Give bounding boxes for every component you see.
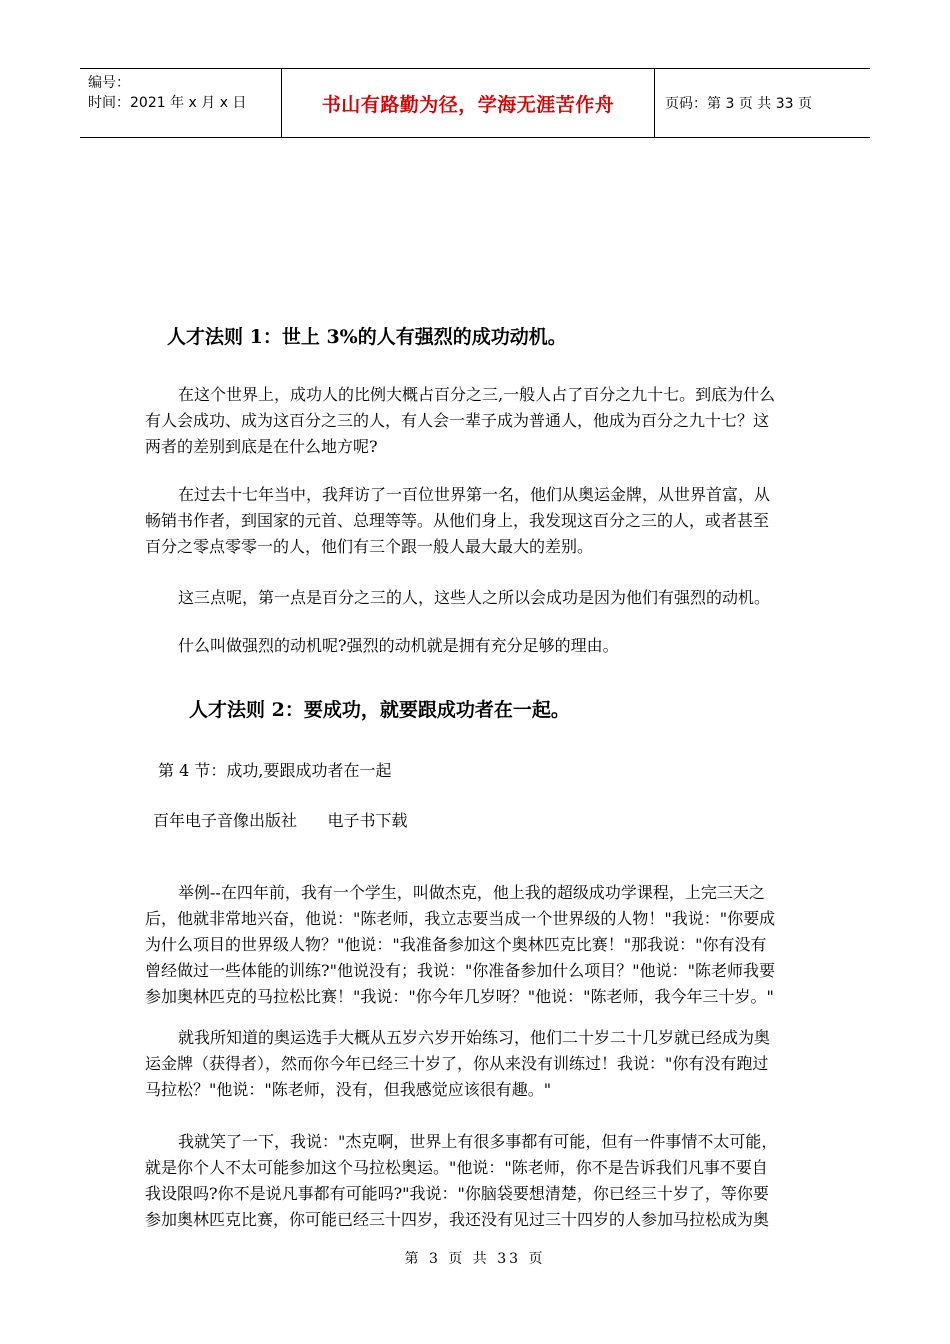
paragraph-line: 两者的差别到底是在什么地方呢? — [145, 437, 378, 456]
publisher-line: 百年电子音像出版社 电子书下载 — [153, 811, 408, 830]
paragraph-2 — [145, 482, 810, 560]
paragraph-7 — [145, 1129, 810, 1233]
paragraph-line: 在过去十七年当中，我拜访了一百位世界第一名，他们从奥运金牌，从世界首富，从 — [178, 485, 771, 504]
paragraph-line: 有人会成功、成为这百分之三的人，有人会一辈子成为普通人，他成为百分之九十七？这 — [145, 411, 770, 430]
page-footer: 第 3 页 共 33 页 — [404, 1251, 546, 1267]
paragraph-line: 为什么项目的世界级人物？"他说："我准备参加这个奥林匹克比赛！"那我说："你有没有 — [145, 935, 767, 954]
paragraph-line: 在这个世界上，成功人的比例大概占百分之三,一般人占了百分之九十七。到底为什么 — [178, 385, 776, 404]
paragraph-line: 后，他就非常地兴奋，他说："陈老师，我立志要当成一个世界级的人物！"我说："你要成 — [145, 909, 776, 928]
section-line: 第 4 节：成功,要跟成功者在一起 — [158, 761, 392, 780]
paragraph-line: 我就笑了一下，我说："杰克啊，世界上有很多事都有可能，但有一件事情不太可能， — [178, 1132, 778, 1151]
paragraph-5 — [145, 880, 810, 1010]
number-label: 编号： — [88, 75, 130, 91]
paragraph-line: 运金牌（获得者），然而你今年已经三十岁了，你从来没有训练过！我说："你有没有跑过 — [145, 1054, 769, 1073]
paragraph-line: 曾经做过一些体能的训练?"他说没有；我说："你准备参加什么项目？"他说："陈老师我要 — [145, 961, 776, 980]
paragraph-line: 畅销书作者，到国家的元首、总理等等。从他们身上，我发现这百分之三的人，或者甚至 — [145, 511, 770, 530]
header-page-info: 页码：第 3 页 共 33 页 — [665, 96, 812, 112]
paragraph-4: 什么叫做强烈的动机呢?强烈的动机就是拥有充分足够的理由。 — [178, 636, 619, 655]
paragraph-line: 我设限吗?你不是说凡事都有可能吗?"我说："你脑袋要想清楚，你已经三十岁了，等你要 — [145, 1184, 769, 1203]
paragraph-line: 就我所知道的奥运选手大概从五岁六岁开始练习，他们二十岁二十几岁就已经成为奥 — [178, 1028, 771, 1047]
paragraph-line: 就是你个人不太可能参加这个马拉松奥运。"他说："陈老师，你不是告诉我们凡事不要自 — [145, 1158, 768, 1177]
paragraph-3: 这三点呢，第一点是百分之三的人，这些人之所以会成功是因为他们有强烈的动机。 — [178, 588, 771, 607]
paragraph-line: 马拉松？"他说："陈老师，没有，但我感觉应该很有趣。" — [145, 1080, 552, 1099]
paragraph-line: 百分之零点零零一的人，他们有三个跟一般人最大最大的差别。 — [145, 537, 594, 556]
heading-rule-1: 人才法则 1：世上 3%的人有强烈的成功动机。 — [167, 326, 567, 348]
paragraph-1 — [145, 382, 810, 460]
paragraph-line: 参加奥林匹克比赛，你可能已经三十四岁，我还没有见过三十四岁的人参加马拉松成为奥 — [145, 1210, 770, 1229]
header-left-cell — [80, 69, 282, 137]
page-header — [80, 68, 870, 138]
time-label: 时间：2021 年 x 月 x 日 — [88, 95, 247, 111]
paragraph-6 — [145, 1025, 810, 1103]
header-motto: 书山有路勤为径，学海无涯苦作舟 — [282, 69, 655, 137]
paragraph-line: 举例--在四年前，我有一个学生，叫做杰克，他上我的超级成功学课程，上完三天之 — [178, 883, 765, 902]
paragraph-line: 参加奥林匹克的马拉松比赛！"我说："你今年几岁呀？"他说："陈老师，我今年三十岁。" — [145, 987, 774, 1006]
heading-rule-2: 人才法则 2：要成功，就要跟成功者在一起。 — [189, 699, 570, 721]
